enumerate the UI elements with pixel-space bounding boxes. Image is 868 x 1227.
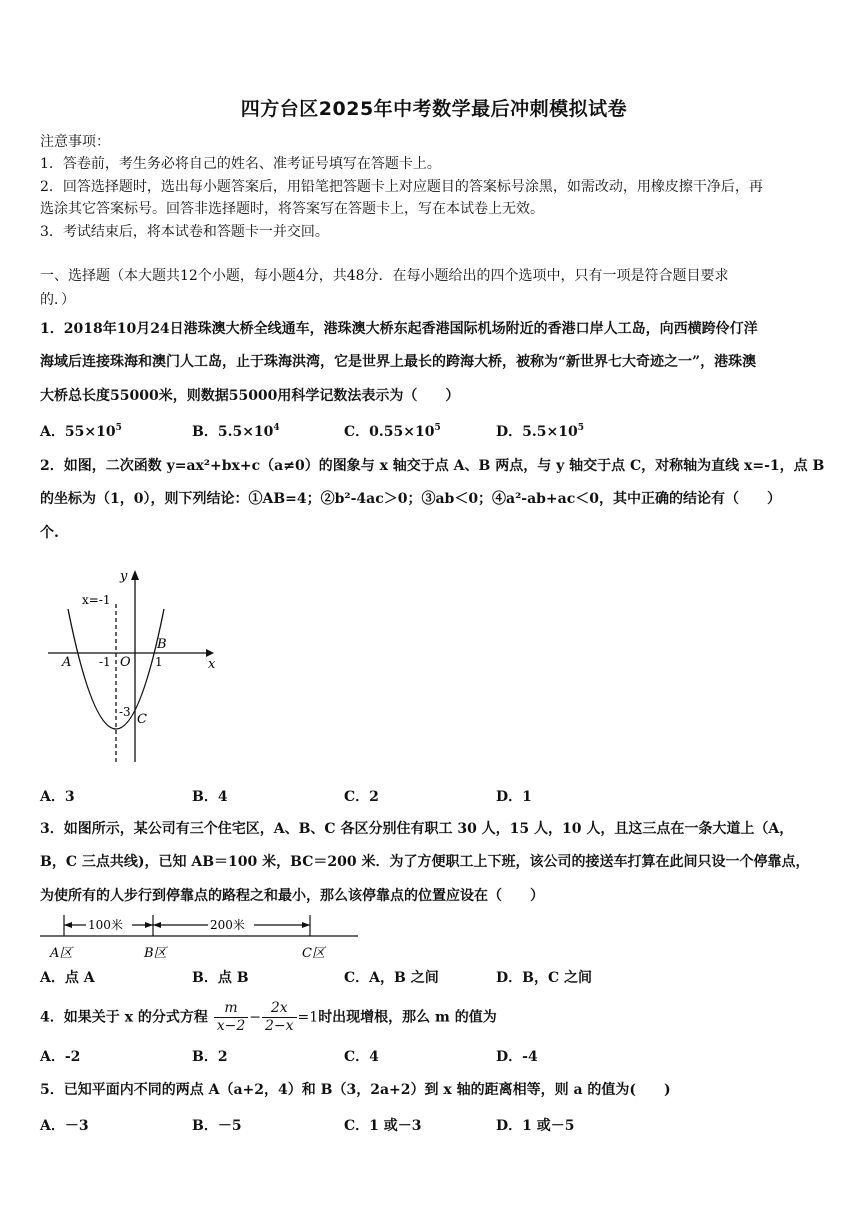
q1-option-a[interactable]: A．$55\times 10^5$ <box>40 423 122 440</box>
notice-item-3: 3．考试结束后，将本试卷和答题卡一并交回。 <box>40 224 329 240</box>
q4-frac1-den: x−2 <box>216 1018 246 1034</box>
q3-text-2: B，C 三点共线)，已知 AB＝100 米，BC＝200 米．为了方便职工上下班，该公司的接送车打算在此间只设一个停靠点， <box>40 854 810 870</box>
tick-neg-three: -3 <box>119 705 131 719</box>
ab-arrow-left <box>64 922 72 928</box>
q4-prefix: 4．如果关于 x 的分式方程 <box>40 1009 208 1026</box>
q3-option-a[interactable]: A．点 A <box>40 970 95 986</box>
point-a-label: A <box>62 655 72 670</box>
page-title: 四方台区2025年中考数学最后冲刺模拟试卷 <box>240 98 628 120</box>
notice-item-2-cont: 选涂其它答案标号。回答非选择题时，将答案写在答题卡上，写在本试卷上无效。 <box>40 201 544 217</box>
q3-option-c[interactable]: C．A，B 之间 <box>344 970 439 986</box>
zone-a-label: A区 <box>50 946 73 961</box>
q2-text-2: 的坐标为（1，0），则下列结论：①AB=4；②b²-4ac＞0；③ab＜0；④a²-ab+ac＜0，其中正确的结论有（ ） <box>40 491 781 507</box>
q1-text-2: 海域后连接珠海和澳门人工岛，止于珠海洪湾，它是世界上最长的跨海大桥，被称为“新世界七大奇迹之一”，港珠澳 <box>40 354 757 370</box>
q4-minus: − <box>249 1009 261 1026</box>
q4-frac1-num: m <box>214 1000 249 1018</box>
bc-arrow-left <box>153 922 161 928</box>
q2-option-a[interactable]: A．3 <box>40 789 75 805</box>
bc-arrow-right <box>302 922 310 928</box>
zone-c-label: C区 <box>302 946 325 961</box>
q2-parabola-figure <box>40 562 230 767</box>
q3-text-1: 3．如图所示，某公司有三个住宅区，A、B、C 各区分别住有职工 30 人，15 人，10 人，且这三点在一条大道上（A， <box>40 821 794 837</box>
q5-option-c[interactable]: C．1 或－3 <box>344 1118 422 1134</box>
q4-option-d[interactable]: D．-4 <box>496 1049 538 1065</box>
ab-distance-label: 100米 <box>88 918 123 932</box>
symmetry-label: x=-1 <box>82 593 111 607</box>
q5-option-d[interactable]: D．1 或－5 <box>496 1118 575 1134</box>
point-b-label: B <box>157 637 167 652</box>
q4-text <box>40 1000 840 1040</box>
q3-option-d[interactable]: D．B，C 之间 <box>496 970 592 986</box>
zone-b-label: B区 <box>144 946 167 961</box>
q5-option-b[interactable]: B．－5 <box>192 1118 242 1134</box>
q2-option-c[interactable]: C．2 <box>344 789 379 805</box>
y-axis-label: y <box>120 569 128 584</box>
q5-option-a[interactable]: A．－3 <box>40 1118 89 1134</box>
q4-frac2-num: 2x <box>262 1000 297 1018</box>
q4-fraction-1 <box>214 1000 249 1035</box>
bc-distance-label: 200米 <box>210 918 245 932</box>
q4-eq: =1 <box>297 1009 319 1026</box>
q3-options <box>40 967 820 987</box>
q1-option-d[interactable]: D．$5.5\times 10^5$ <box>496 423 584 440</box>
q2-text-3: 个. <box>40 525 59 541</box>
q4-options <box>40 1046 820 1066</box>
notice-heading: 注意事项： <box>40 134 110 150</box>
q2-text-1: 2．如图，二次函数 y=ax²+bx+c（a≠0）的图象与 x 轴交于点 A、B 两点，与 y 轴交于点 C，对称轴为直线 x=-1，点 B <box>40 458 825 474</box>
q1-option-b[interactable]: B．$5.5\times 10^4$ <box>192 423 280 440</box>
q4-option-a[interactable]: A．-2 <box>40 1049 81 1065</box>
q1-options <box>40 421 820 441</box>
ab-arrow-right <box>145 922 153 928</box>
x-axis-label: x <box>208 657 216 672</box>
q1-text-3: 大桥总长度55000米，则数据55000用科学记数法表示为（ ） <box>40 388 460 404</box>
q4-option-b[interactable]: B．2 <box>192 1049 228 1065</box>
notice-item-2: 2．回答选择题时，选出每小题答案后，用铅笔把答题卡上对应题目的答案标号涂黑，如需改动，用橡皮擦干净后，再 <box>40 179 763 195</box>
q4-frac2-den: 2−x <box>265 1018 294 1034</box>
tick-one: 1 <box>155 655 163 669</box>
section-heading: 一、选择题（本大题共12个小题，每小题4分，共48分．在每小题给出的四个选项中，只有一项是符合题目要求 <box>40 268 729 284</box>
q4-fraction-2 <box>262 1000 297 1035</box>
notice-item-1: 1．答卷前，考生务必将自己的姓名、准考证号填写在答题卡上。 <box>40 156 441 172</box>
q4-suffix: 时出现增根，那么 m 的值为 <box>318 1009 497 1026</box>
q5-text: 5．已知平面内不同的两点 A（a+2，4）和 B（3，2a+2）到 x 轴的距离相等，则 a 的值为( ) <box>40 1082 671 1098</box>
q3-text-3: 为使所有的人步行到停靠点的路程之和最小，那么该停靠点的位置应设在（ ） <box>40 888 544 904</box>
q2-option-b[interactable]: B．4 <box>192 789 228 805</box>
section-heading-cont: 的．） <box>40 292 75 308</box>
x-axis-arrow <box>206 649 214 657</box>
q3-option-b[interactable]: B．点 B <box>192 970 249 986</box>
q1-option-c[interactable]: C．$0.55\times 10^5$ <box>344 423 441 440</box>
q5-options <box>40 1115 820 1135</box>
origin-label: O <box>120 655 131 670</box>
q3-road-figure <box>40 910 370 966</box>
q2-option-d[interactable]: D．1 <box>496 789 532 805</box>
q2-options <box>40 786 820 806</box>
tick-neg-one: -1 <box>99 655 111 669</box>
y-axis-arrow <box>131 570 139 580</box>
point-c-label: C <box>137 712 147 727</box>
q1-text-1: 1．2018年10月24日港珠澳大桥全线通车，港珠澳大桥东起香港国际机场附近的香港口岸人工岛，向西横跨伶仃洋 <box>40 321 758 337</box>
q4-option-c[interactable]: C．4 <box>344 1049 379 1065</box>
